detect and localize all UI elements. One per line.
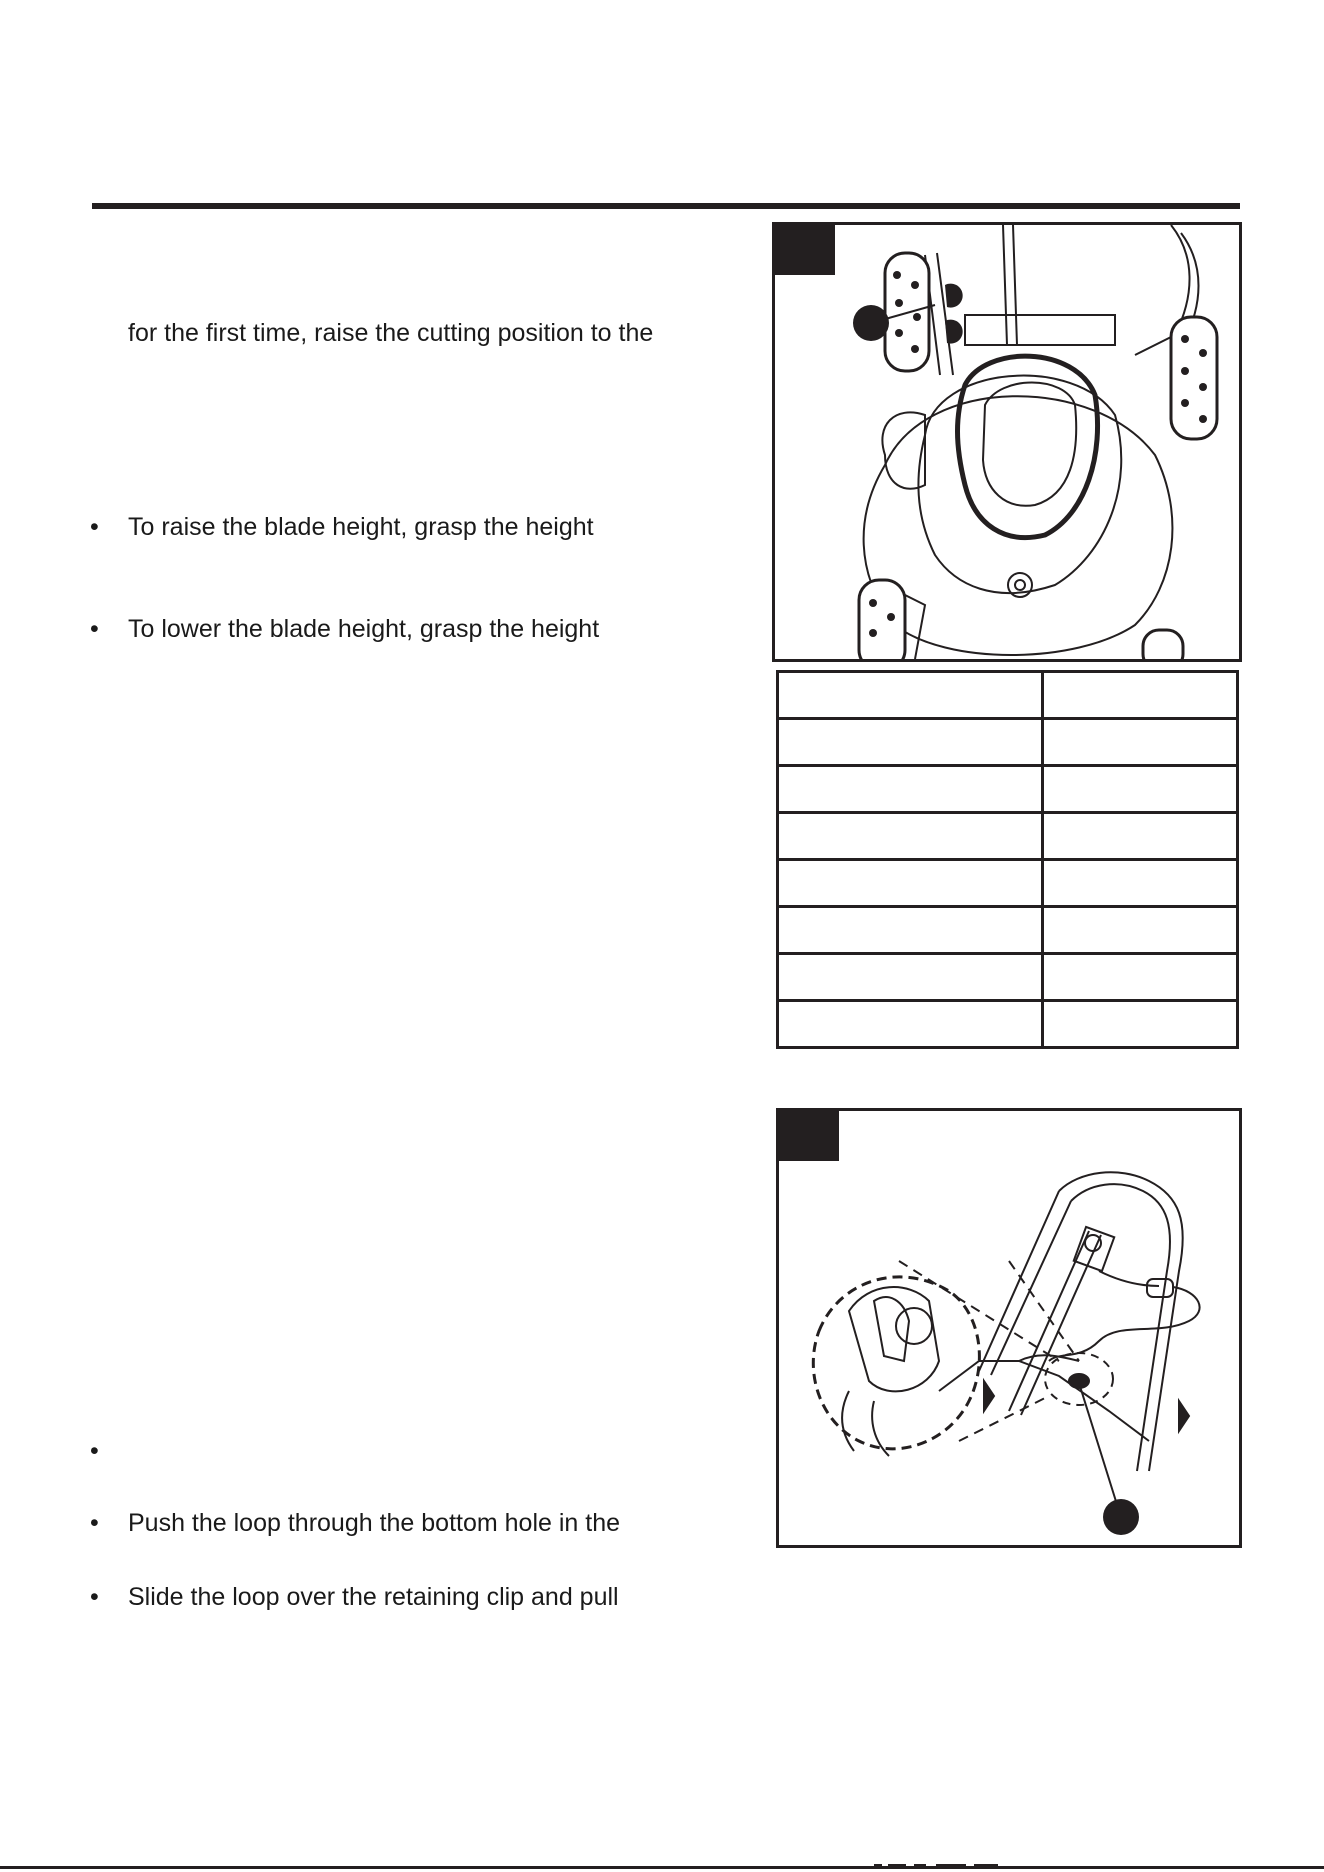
bullet-lower-blade: To lower the blade height, grasp the height xyxy=(128,615,600,643)
bullet-raise-blade: To raise the blade height, grasp the height xyxy=(128,513,594,541)
bullet-slide-loop: Slide the loop over the retaining clip and pull xyxy=(128,1583,619,1611)
table-row xyxy=(778,954,1238,1001)
table-cell xyxy=(1043,860,1238,907)
table-cell xyxy=(778,672,1043,719)
table-cell xyxy=(778,1001,1043,1048)
footer-text-fragment xyxy=(874,1864,1004,1870)
table-cell xyxy=(778,954,1043,1001)
table-cell xyxy=(1043,1001,1238,1048)
table-cell xyxy=(778,766,1043,813)
table-cell xyxy=(1043,813,1238,860)
bullet-symbol: • xyxy=(90,1437,99,1465)
table-cell xyxy=(778,907,1043,954)
table-cell xyxy=(778,719,1043,766)
figure-height-lever xyxy=(772,222,1242,662)
page-bottom-rule xyxy=(0,1866,1324,1869)
body-paragraph-line: for the first time, raise the cutting position to the xyxy=(128,319,654,347)
table-row xyxy=(778,860,1238,907)
handle-loop-clip-illustration xyxy=(779,1111,1239,1545)
bullet-symbol: • xyxy=(90,1583,99,1611)
cutting-height-table xyxy=(776,670,1239,1049)
table-row xyxy=(778,813,1238,860)
table-row xyxy=(778,719,1238,766)
table-row xyxy=(778,672,1238,719)
figure-safety-key xyxy=(776,1108,1242,1548)
bullet-push-loop: Push the loop through the bottom hole in the xyxy=(128,1509,621,1537)
table-cell xyxy=(1043,719,1238,766)
table-row xyxy=(778,907,1238,954)
table-cell xyxy=(1043,954,1238,1001)
table-row xyxy=(778,766,1238,813)
bullet-symbol: • xyxy=(90,1509,99,1537)
table-cell xyxy=(1043,672,1238,719)
table-cell xyxy=(1043,907,1238,954)
bullet-symbol: • xyxy=(90,513,99,541)
table-cell xyxy=(1043,766,1238,813)
table-cell xyxy=(778,860,1043,907)
mower-top-view-illustration xyxy=(775,225,1239,659)
table-cell xyxy=(778,813,1043,860)
section-rule xyxy=(92,203,1240,209)
bullet-symbol: • xyxy=(90,615,99,643)
table-row xyxy=(778,1001,1238,1048)
